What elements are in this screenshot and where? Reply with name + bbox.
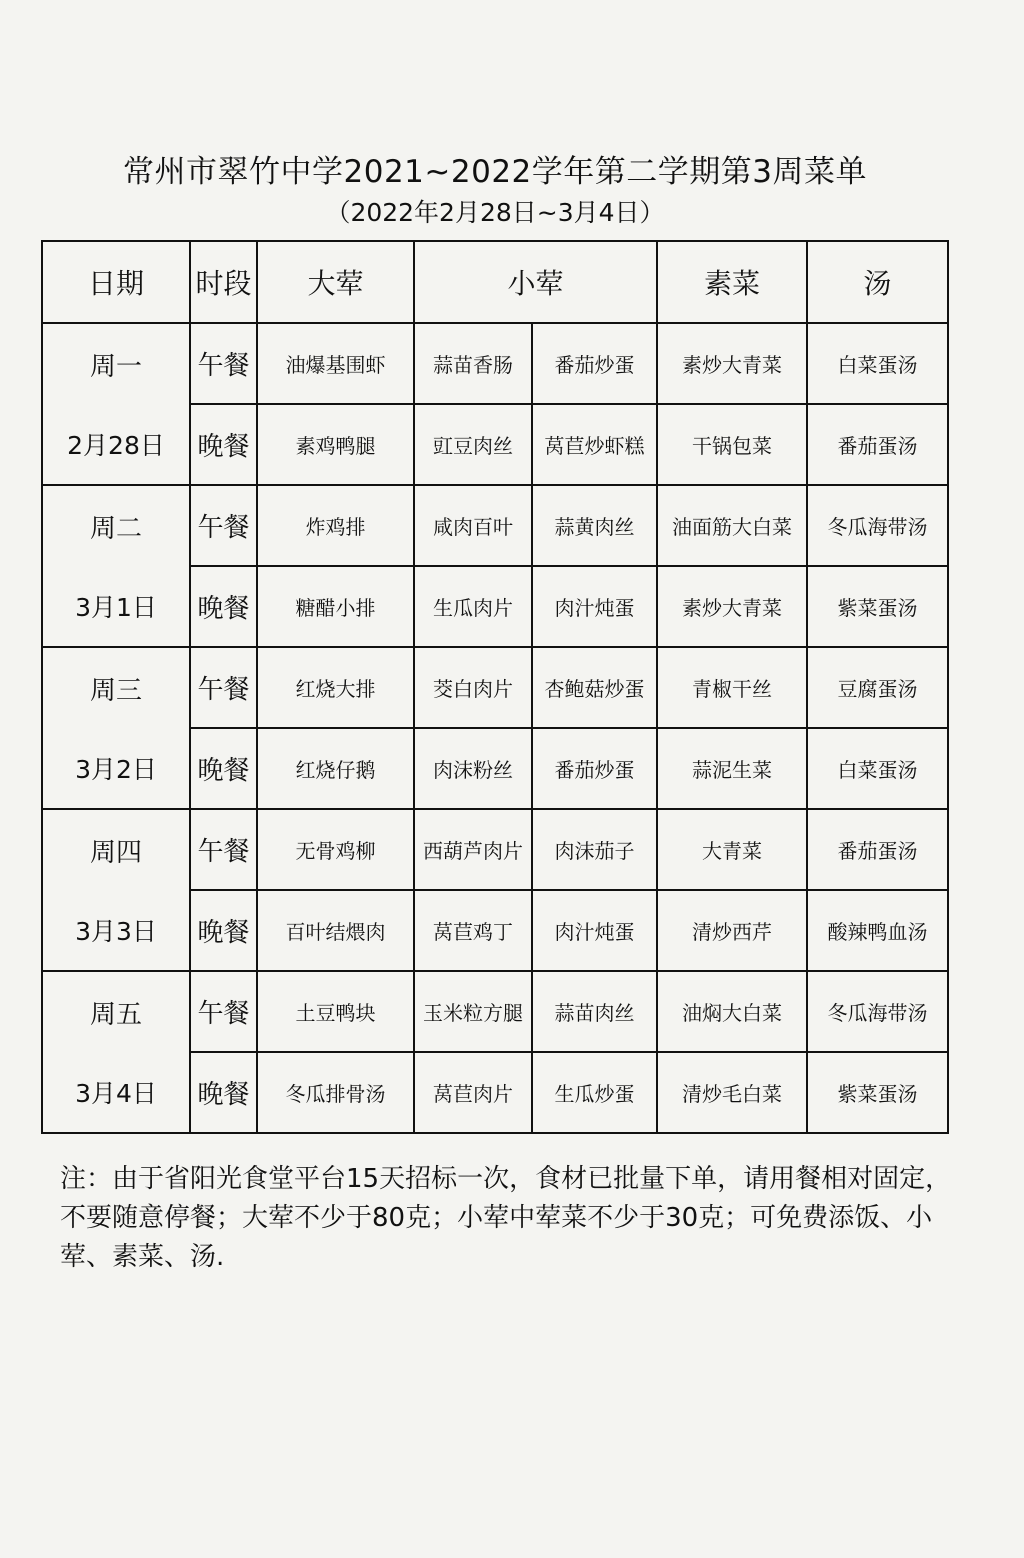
vegetable-cell: 清炒毛白菜 [657, 1052, 807, 1133]
weekday-cell: 周一 [42, 323, 190, 404]
header-soup: 汤 [807, 241, 948, 323]
small-dish-cell: 蒜黄肉丝 [532, 485, 657, 566]
menu-date-range: （2022年2月28日~3月4日） [325, 198, 665, 227]
small-dish-cell: 生瓜肉片 [414, 566, 532, 647]
weekly-menu-table [41, 240, 949, 1134]
small-dish-cell: 咸肉百叶 [414, 485, 532, 566]
main-dish-cell: 素鸡鸭腿 [257, 404, 414, 485]
vegetable-cell: 素炒大青菜 [657, 566, 807, 647]
table-row [42, 809, 948, 890]
meal-period-cell: 晚餐 [190, 1052, 257, 1133]
meal-period-cell: 午餐 [190, 485, 257, 566]
soup-cell: 番茄蛋汤 [807, 809, 948, 890]
table-row [42, 647, 948, 728]
main-dish-cell: 冬瓜排骨汤 [257, 1052, 414, 1133]
vegetable-cell: 蒜泥生菜 [657, 728, 807, 809]
soup-cell: 番茄蛋汤 [807, 404, 948, 485]
header-row [42, 241, 948, 323]
small-dish-cell: 莴苣炒虾糕 [532, 404, 657, 485]
header-main-meat: 大荤 [257, 241, 414, 323]
date-cell: 3月4日 [42, 1052, 190, 1133]
table-row [42, 485, 948, 566]
weekday-cell: 周三 [42, 647, 190, 728]
weekday-cell: 周五 [42, 971, 190, 1052]
meal-period-cell: 晚餐 [190, 728, 257, 809]
date-cell: 3月3日 [42, 890, 190, 971]
meal-period-cell: 午餐 [190, 971, 257, 1052]
vegetable-cell: 素炒大青菜 [657, 323, 807, 404]
main-dish-cell: 炸鸡排 [257, 485, 414, 566]
date-cell: 3月1日 [42, 566, 190, 647]
small-dish-cell: 莴苣肉片 [414, 1052, 532, 1133]
menu-note: 注：由于省阳光食堂平台15天招标一次，食材已批量下单，请用餐相对固定，不要随意停餐；大荤不少于80克；小荤中荤菜不少于30克；可免费添饭、小荤、素菜、汤. [60, 1164, 952, 1272]
soup-cell: 白菜蛋汤 [807, 323, 948, 404]
small-dish-cell: 肉沫茄子 [532, 809, 657, 890]
main-dish-cell: 无骨鸡柳 [257, 809, 414, 890]
table-row [42, 890, 948, 971]
small-dish-cell: 生瓜炒蛋 [532, 1052, 657, 1133]
small-dish-cell: 肉汁炖蛋 [532, 890, 657, 971]
header-small-meat: 小荤 [414, 241, 657, 323]
small-dish-cell: 杏鲍菇炒蛋 [532, 647, 657, 728]
main-dish-cell: 土豆鸭块 [257, 971, 414, 1052]
header-date: 日期 [42, 241, 190, 323]
small-dish-cell: 玉米粒方腿 [414, 971, 532, 1052]
small-dish-cell: 茭白肉片 [414, 647, 532, 728]
date-cell: 3月2日 [42, 728, 190, 809]
small-dish-cell: 肉汁炖蛋 [532, 566, 657, 647]
table-row [42, 971, 948, 1052]
meal-period-cell: 午餐 [190, 647, 257, 728]
soup-cell: 紫菜蛋汤 [807, 1052, 948, 1133]
vegetable-cell: 油面筋大白菜 [657, 485, 807, 566]
small-dish-cell: 蒜苗肉丝 [532, 971, 657, 1052]
main-dish-cell: 红烧大排 [257, 647, 414, 728]
small-dish-cell: 番茄炒蛋 [532, 323, 657, 404]
meal-period-cell: 晚餐 [190, 404, 257, 485]
small-dish-cell: 西葫芦肉片 [414, 809, 532, 890]
soup-cell: 豆腐蛋汤 [807, 647, 948, 728]
table-row [42, 728, 948, 809]
vegetable-cell: 清炒西芹 [657, 890, 807, 971]
soup-cell: 紫菜蛋汤 [807, 566, 948, 647]
meal-period-cell: 晚餐 [190, 566, 257, 647]
table-row [42, 323, 948, 404]
table-row [42, 404, 948, 485]
small-dish-cell: 莴苣鸡丁 [414, 890, 532, 971]
small-dish-cell: 豇豆肉丝 [414, 404, 532, 485]
vegetable-cell: 干锅包菜 [657, 404, 807, 485]
vegetable-cell: 油焖大白菜 [657, 971, 807, 1052]
soup-cell: 酸辣鸭血汤 [807, 890, 948, 971]
vegetable-cell: 大青菜 [657, 809, 807, 890]
date-cell: 2月28日 [42, 404, 190, 485]
table-row [42, 1052, 948, 1133]
soup-cell: 冬瓜海带汤 [807, 485, 948, 566]
header-period: 时段 [190, 241, 257, 323]
main-dish-cell: 百叶结煨肉 [257, 890, 414, 971]
menu-title: 常州市翠竹中学2021~2022学年第二学期第3周菜单 [123, 154, 867, 190]
meal-period-cell: 晚餐 [190, 890, 257, 971]
main-dish-cell: 糖醋小排 [257, 566, 414, 647]
weekday-cell: 周四 [42, 809, 190, 890]
small-dish-cell: 肉沫粉丝 [414, 728, 532, 809]
vegetable-cell: 青椒干丝 [657, 647, 807, 728]
weekday-cell: 周二 [42, 485, 190, 566]
soup-cell: 冬瓜海带汤 [807, 971, 948, 1052]
small-dish-cell: 番茄炒蛋 [532, 728, 657, 809]
main-dish-cell: 红烧仔鹅 [257, 728, 414, 809]
table-row [42, 566, 948, 647]
main-dish-cell: 油爆基围虾 [257, 323, 414, 404]
small-dish-cell: 蒜苗香肠 [414, 323, 532, 404]
header-vegetable: 素菜 [657, 241, 807, 323]
meal-period-cell: 午餐 [190, 323, 257, 404]
soup-cell: 白菜蛋汤 [807, 728, 948, 809]
meal-period-cell: 午餐 [190, 809, 257, 890]
